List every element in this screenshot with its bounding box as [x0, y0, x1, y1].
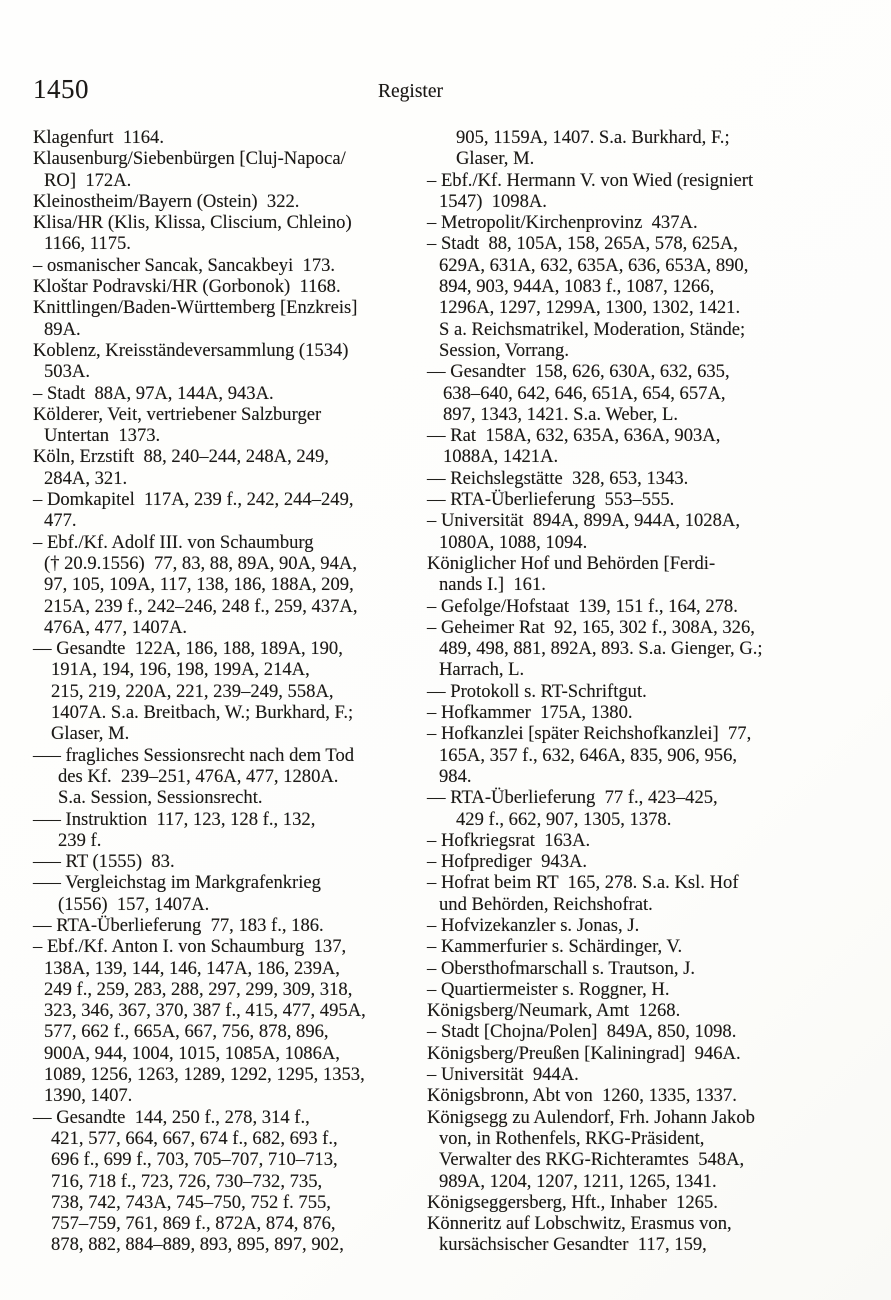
index-line: 215A, 239 f., 242–246, 248 f., 259, 437A,: [44, 595, 358, 617]
index-line: 696 f., 699 f., 703, 705–707, 710–713,: [51, 1149, 338, 1171]
index-line: Königsberg/Preußen [Kaliningrad] 946A.: [427, 1042, 741, 1064]
index-line: 477.: [44, 510, 77, 532]
index-line: des Kf. 239–251, 476A, 477, 1280A.: [58, 765, 339, 787]
index-line: Session, Vorrang.: [439, 339, 569, 361]
index-line: Untertan 1373.: [44, 425, 161, 447]
index-line: – Stadt [Chojna/Polen] 849A, 850, 1098.: [427, 1021, 737, 1043]
index-line: 138A, 139, 144, 146, 147A, 186, 239A,: [44, 957, 340, 979]
index-line: Könneritz auf Lobschwitz, Erasmus von,: [427, 1213, 732, 1235]
index-line: Glaser, M.: [51, 723, 130, 745]
index-line: –– Reichslegstätte 328, 653, 1343.: [427, 467, 689, 489]
index-line: Königsberg/Neumark, Amt 1268.: [427, 1000, 681, 1022]
index-line: nands I.] 161.: [439, 574, 546, 596]
index-line: – Obersthofmarschall s. Trautson, J.: [427, 957, 696, 979]
index-line: 878, 882, 884–889, 893, 895, 897, 902,: [51, 1234, 344, 1256]
index-line: 191A, 194, 196, 198, 199A, 214A,: [51, 659, 310, 681]
index-line: Klisa/HR (Klis, Klissa, Cliscium, Chleino): [33, 212, 352, 234]
index-line: ––– Instruktion 117, 123, 128 f., 132,: [33, 808, 316, 830]
index-line: 503A.: [44, 361, 90, 383]
index-line: – Hofvizekanzler s. Jonas, J.: [427, 914, 640, 936]
index-line: – Ebf./Kf. Anton I. von Schaumburg 137,: [33, 936, 347, 958]
index-line: – Stadt 88A, 97A, 144A, 943A.: [33, 382, 274, 404]
index-line: 239 f.: [58, 829, 102, 851]
index-line: 1080A, 1088, 1094.: [439, 531, 588, 553]
index-line: 1547) 1098A.: [439, 190, 547, 212]
index-line: 249 f., 259, 283, 288, 297, 299, 309, 318,: [44, 978, 353, 1000]
index-line: 165A, 357 f., 632, 646A, 835, 906, 956,: [439, 744, 738, 766]
index-line: 900A, 944, 1004, 1015, 1085A, 1086A,: [44, 1042, 340, 1064]
index-line: – Universität 894A, 899A, 944A, 1028A,: [427, 510, 740, 532]
index-line: – Geheimer Rat 92, 165, 302 f., 308A, 326,: [427, 616, 755, 638]
index-line: 1390, 1407.: [44, 1085, 133, 1107]
index-line: S.a. Session, Sessionsrecht.: [58, 787, 263, 809]
index-line: – Metropolit/Kirchenprovinz 437A.: [427, 212, 698, 234]
index-line: 1407A. S.a. Breitbach, W.; Burkhard, F.;: [51, 702, 354, 724]
index-line: –– RTA-Überlieferung 77, 183 f., 186.: [33, 914, 324, 936]
index-line: RO] 172A.: [44, 169, 132, 191]
index-line: – Hofkriegsrat 163A.: [427, 829, 591, 851]
index-line: Königsbronn, Abt von 1260, 1335, 1337.: [427, 1085, 737, 1107]
index-line: 757–759, 761, 869 f., 872A, 874, 876,: [51, 1213, 336, 1235]
index-line: S a. Reichsmatrikel, Moderation, Stände;: [439, 318, 746, 340]
index-line: 897, 1343, 1421. S.a. Weber, L.: [443, 403, 678, 425]
index-line: –– RTA-Überlieferung 553–555.: [427, 489, 675, 511]
index-line: Kloštar Podravski/HR (Gorbonok) 1168.: [33, 276, 341, 298]
index-line: – Kammerfurier s. Schärdinger, V.: [427, 936, 683, 958]
index-line: – Ebf./Kf. Hermann V. von Wied (resigniert: [427, 169, 754, 191]
index-line: 284A, 321.: [44, 467, 128, 489]
index-line: 1088A, 1421A.: [443, 446, 559, 468]
index-line: 894, 903, 944A, 1083 f., 1087, 1266,: [439, 276, 715, 298]
index-line: 476A, 477, 1407A.: [44, 616, 188, 638]
index-line: († 20.9.1556) 77, 83, 88, 89A, 90A, 94A,: [44, 552, 357, 574]
index-line: –– Gesandte 144, 250 f., 278, 314 f.,: [33, 1106, 310, 1128]
index-line: 421, 577, 664, 667, 674 f., 682, 693 f.,: [51, 1127, 338, 1149]
index-line: 905, 1159A, 1407. S.a. Burkhard, F.;: [456, 127, 730, 148]
index-line: 638–640, 642, 646, 651A, 654, 657A,: [443, 382, 726, 404]
index-line: – Universität 944A.: [427, 1064, 579, 1086]
index-line: 984.: [439, 765, 472, 787]
index-line: Harrach, L.: [439, 659, 525, 681]
index-line: –– Gesandte 122A, 186, 188, 189A, 190,: [33, 638, 343, 660]
index-column-left: [33, 127, 433, 1256]
page-number: 1450: [33, 74, 89, 104]
index-line: – Hofkammer 175A, 1380.: [427, 702, 633, 724]
index-line: 89A.: [44, 318, 81, 340]
index-line: – Stadt 88, 105A, 158, 265A, 578, 625A,: [427, 233, 738, 255]
index-line: 215, 219, 220A, 221, 239–249, 558A,: [51, 680, 334, 702]
page-header-title: Register: [378, 81, 443, 102]
index-line: ––– fragliches Sessionsrecht nach dem Tod: [33, 744, 355, 766]
index-line: ––– RT (1555) 83.: [33, 851, 175, 873]
index-line: Klausenburg/Siebenbürgen [Cluj-Napoca/: [33, 148, 346, 170]
index-line: 1166, 1175.: [44, 233, 131, 255]
index-line: 323, 346, 367, 370, 387 f., 415, 477, 495A,: [44, 1000, 366, 1022]
index-line: – Ebf./Kf. Adolf III. von Schaumburg: [33, 531, 314, 553]
index-line: kursächsischer Gesandter 117, 159,: [439, 1234, 707, 1256]
index-line: Kölderer, Veit, vertriebener Salzburger: [33, 403, 322, 425]
index-line: 989A, 1204, 1207, 1211, 1265, 1341.: [439, 1170, 717, 1192]
index-line: Königseggersberg, Hft., Inhaber 1265.: [427, 1191, 718, 1213]
index-line: – osmanischer Sancak, Sancakbeyi 173.: [33, 254, 336, 276]
index-line: 489, 498, 881, 892A, 893. S.a. Gienger, G.;: [439, 638, 763, 660]
index-line: 577, 662 f., 665A, 667, 756, 878, 896,: [44, 1021, 329, 1043]
index-line: Glaser, M.: [456, 148, 535, 170]
index-line: Kleinostheim/Bayern (Ostein) 322.: [33, 190, 300, 212]
index-line: 716, 718 f., 723, 726, 730–732, 735,: [51, 1170, 323, 1192]
index-line: 629A, 631A, 632, 635A, 636, 653A, 890,: [439, 254, 749, 276]
index-line: ––– Vergleichstag im Markgrafenkrieg: [33, 872, 321, 894]
index-line: – Domkapitel 117A, 239 f., 242, 244–249,: [33, 489, 354, 511]
index-line: – Hofrat beim RT 165, 278. S.a. Ksl. Hof: [427, 872, 739, 894]
index-line: und Behörden, Reichshofrat.: [439, 893, 653, 915]
index-line: –– Rat 158A, 632, 635A, 636A, 903A,: [427, 425, 721, 447]
index-line: Verwalter des RKG-Richteramtes 548A,: [439, 1149, 745, 1171]
index-line: Koblenz, Kreisständeversammlung (1534): [33, 339, 349, 361]
index-line: – Gefolge/Hofstaat 139, 151 f., 164, 278.: [427, 595, 738, 617]
index-line: –– Protokoll s. RT-Schriftgut.: [427, 680, 647, 702]
index-line: Klagenfurt 1164.: [33, 127, 164, 148]
index-line: 97, 105, 109A, 117, 138, 186, 188A, 209,: [44, 574, 354, 596]
index-line: 1296A, 1297, 1299A, 1300, 1302, 1421.: [439, 297, 741, 319]
index-line: Köln, Erzstift 88, 240–244, 248A, 249,: [33, 446, 329, 468]
index-line: Knittlingen/Baden-Württemberg [Enzkreis]: [33, 297, 358, 319]
index-line: – Quartiermeister s. Roggner, H.: [427, 978, 670, 1000]
index-line: 429 f., 662, 907, 1305, 1378.: [456, 808, 672, 830]
index-line: Königlicher Hof und Behörden [Ferdi-: [427, 552, 716, 574]
index-line: (1556) 157, 1407A.: [58, 893, 210, 915]
index-line: 1089, 1256, 1263, 1289, 1292, 1295, 1353,: [44, 1064, 365, 1086]
index-line: –– Gesandter 158, 626, 630A, 632, 635,: [427, 361, 730, 383]
index-column-right: [427, 127, 872, 1256]
index-line: –– RTA-Überlieferung 77 f., 423–425,: [427, 787, 718, 809]
index-line: – Hofkanzlei [später Reichshofkanzlei] 77,: [427, 723, 752, 745]
index-line: von, in Rothenfels, RKG-Präsident,: [439, 1127, 705, 1149]
index-line: Königsegg zu Aulendorf, Frh. Johann Jakob: [427, 1106, 755, 1128]
index-line: 738, 742, 743A, 745–750, 752 f. 755,: [51, 1191, 331, 1213]
index-line: – Hofprediger 943A.: [427, 851, 588, 873]
